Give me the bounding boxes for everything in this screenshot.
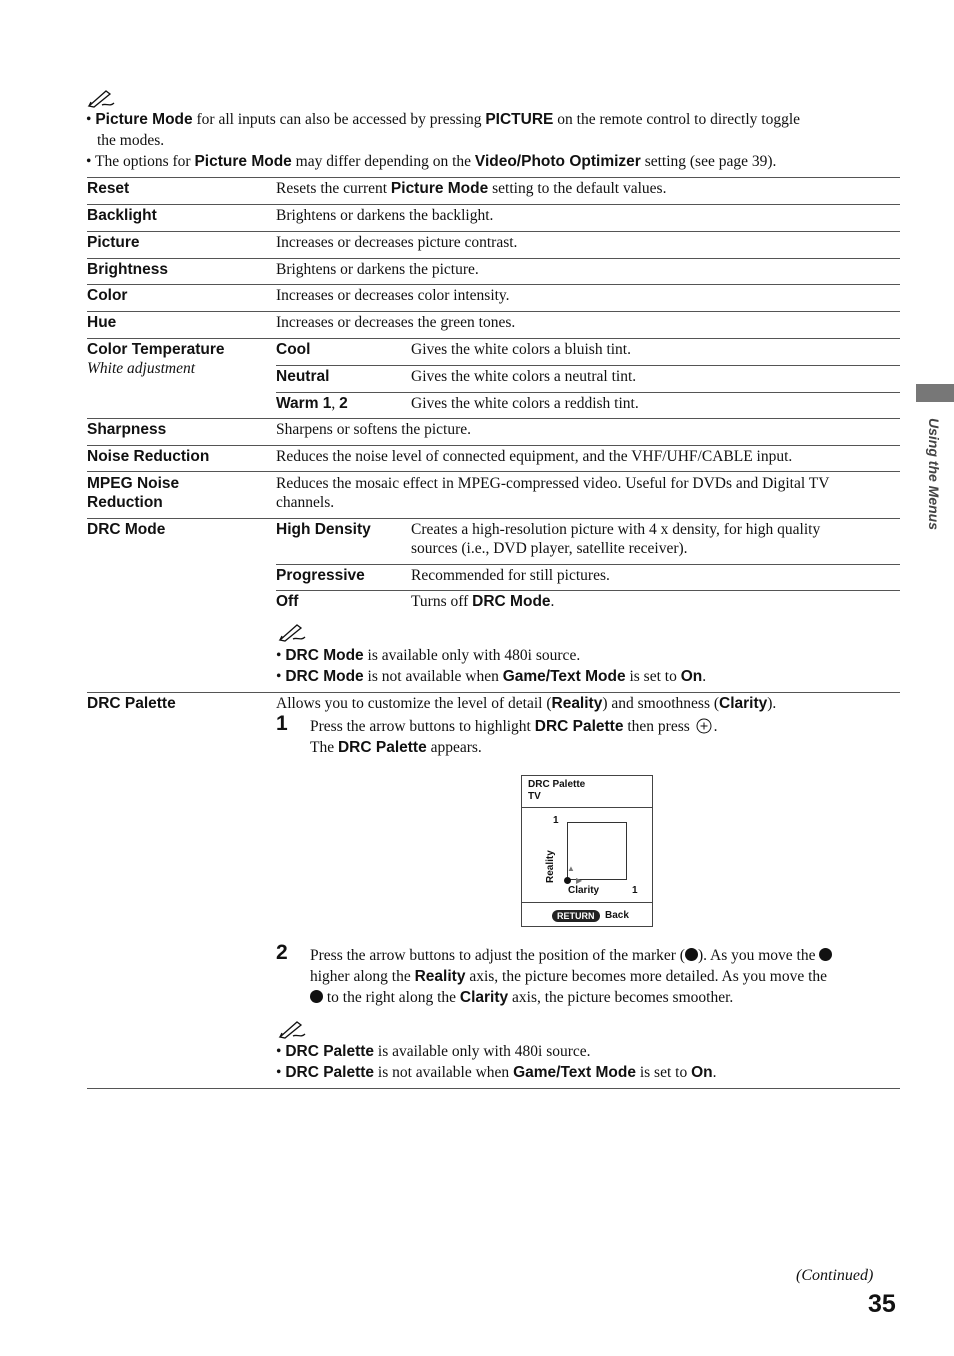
desc-drc-palette-intro: Allows you to customize the level of detail (Reality) and smoothness (Clarity). (276, 695, 777, 712)
enter-button-icon (696, 718, 712, 734)
sub-white-adjustment: White adjustment (87, 360, 196, 377)
osd-x-label: Clarity (568, 885, 600, 896)
marker-dot-icon (819, 948, 832, 961)
option-warm: Warm 1, 2 (276, 395, 348, 412)
term-drc-palette: DRC Palette (87, 695, 176, 712)
term-noise-reduction: Noise Reduction (87, 448, 210, 465)
term-hue: Hue (87, 314, 117, 331)
osd-y-max: 1 (553, 815, 559, 826)
note-picture-mode: • Picture Mode for all inputs can also be accessed by pressing PICTURE on the remote control to directly toggle (86, 111, 801, 128)
note-pencil-icon (86, 88, 116, 108)
section-tab-label: Using the Menus (926, 418, 942, 531)
page-number: 35 (868, 1290, 896, 1318)
desc-hue: Increases or decreases the green tones. (276, 314, 516, 331)
arrow-up-icon: ▲ (567, 864, 575, 873)
desc-noise-reduction: Reduces the noise level of connected equipment, and the VHF/UHF/CABLE input. (276, 448, 793, 465)
term-color: Color (87, 287, 128, 304)
term-drc-mode: DRC Mode (87, 521, 166, 538)
desc-brightness: Brightens or darkens the picture. (276, 261, 479, 278)
osd-subtitle: TV (528, 791, 541, 802)
term-reset: Reset (87, 180, 130, 197)
term-color-temperature: Color Temperature (87, 341, 225, 358)
desc-high-density-2: sources (i.e., DVD player, satellite receiver). (411, 540, 688, 557)
desc-neutral: Gives the white colors a neutral tint. (411, 368, 637, 385)
option-progressive: Progressive (276, 567, 365, 584)
term-sharpness: Sharpness (87, 421, 167, 438)
note-options: • The options for Picture Mode may differ depending on the Video/Photo Optimizer setting (see page 39). (86, 153, 777, 170)
term-brightness: Brightness (87, 261, 168, 278)
term-backlight: Backlight (87, 207, 157, 224)
desc-backlight: Brightens or darkens the backlight. (276, 207, 494, 224)
desc-warm: Gives the white colors a reddish tint. (411, 395, 639, 412)
step-2-number: 2 (276, 941, 288, 964)
desc-cool: Gives the white colors a bluish tint. (411, 341, 631, 358)
desc-color: Increases or decreases color intensity. (276, 287, 510, 304)
desc-picture: Increases or decreases picture contrast. (276, 234, 518, 251)
section-tab-marker (916, 384, 954, 402)
option-off: Off (276, 593, 299, 610)
desc-mpeg-1: Reduces the mosaic effect in MPEG-compressed video. Useful for DVDs and Digital TV (276, 475, 830, 492)
step-2-line-3: to the right along the Clarity axis, the picture becomes smoother. (310, 989, 733, 1007)
term-mpeg-1: MPEG Noise (87, 475, 180, 492)
desc-off: Turns off DRC Mode. (411, 593, 555, 610)
palette-marker[interactable] (564, 877, 571, 884)
step-2-line-2: higher along the Reality axis, the picture becomes more detailed. As you move the (310, 968, 828, 985)
drc-palette-screen (521, 775, 653, 927)
desc-reset: Resets the current Picture Mode setting to the default values. (276, 180, 667, 197)
return-button[interactable]: RETURN (552, 910, 600, 922)
note-drc-palette-1: • DRC Palette is available only with 480i source. (276, 1043, 591, 1060)
marker-dot-icon (685, 948, 698, 961)
term-picture: Picture (87, 234, 140, 251)
note-pencil-icon (277, 1019, 307, 1039)
note-drc-mode-1: • DRC Mode is available only with 480i source. (276, 647, 581, 664)
note-drc-mode-2: • DRC Mode is not available when Game/Text Mode is set to On. (276, 668, 707, 685)
desc-mpeg-2: channels. (276, 494, 335, 511)
arrow-right-icon: ▶ (576, 876, 583, 885)
osd-y-label: Reality (545, 850, 556, 883)
note-pencil-icon (277, 622, 307, 642)
step-1-text: Press the arrow buttons to highlight DRC Palette then press . (310, 718, 718, 735)
term-mpeg-2: Reduction (87, 494, 163, 511)
step-1-text-2: The DRC Palette appears. (310, 739, 482, 756)
palette-grid[interactable] (567, 822, 627, 880)
osd-x-max: 1 (632, 885, 638, 896)
osd-back-label: Back (605, 910, 629, 921)
note-drc-palette-2: • DRC Palette is not available when Game/Text Mode is set to On. (276, 1064, 717, 1081)
step-2-line-1: Press the arrow buttons to adjust the position of the marker ( ). As you move the (310, 947, 832, 965)
step-1-number: 1 (276, 712, 288, 735)
marker-dot-icon (310, 990, 323, 1003)
note-picture-mode-cont: the modes. (97, 132, 165, 149)
option-neutral: Neutral (276, 368, 330, 385)
option-high-density: High Density (276, 521, 371, 538)
desc-progressive: Recommended for still pictures. (411, 567, 610, 584)
osd-title: DRC Palette (528, 779, 586, 790)
option-cool: Cool (276, 341, 311, 358)
desc-sharpness: Sharpens or softens the picture. (276, 421, 471, 438)
continued-label: (Continued) (796, 1267, 874, 1284)
desc-high-density-1: Creates a high-resolution picture with 4 x density, for high quality (411, 521, 821, 538)
